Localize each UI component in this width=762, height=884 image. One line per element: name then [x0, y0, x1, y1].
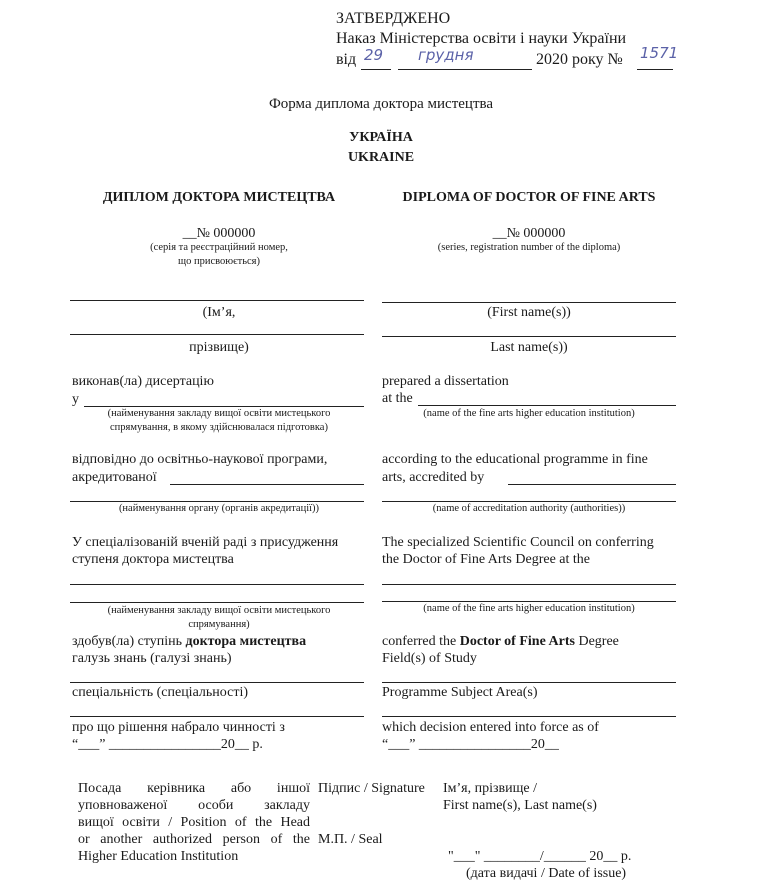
left-at: у [72, 392, 79, 407]
right-dissertation: prepared a dissertation [382, 374, 509, 389]
approval-date-suffix: 2020 року № [536, 51, 623, 68]
left-number: __№ 000000 [182, 226, 256, 241]
left-decision-date: “___” ________________20__ р. [72, 737, 263, 752]
right-degree-suffix: Degree [574, 634, 619, 649]
footer-position-4: or another authorized person of the [78, 832, 310, 847]
right-surname-label: Last name(s)) [490, 340, 568, 355]
right-degree-prefix: conferred the [382, 634, 460, 649]
right-degree [382, 634, 619, 650]
right-field: Field(s) of Study [382, 651, 477, 666]
left-council-note-1: (найменування закладу вищої освіти мистецького [107, 605, 331, 616]
right-accred-note: (name of accreditation authority (authorities)) [432, 503, 626, 514]
right-inst-note: (name of the fine arts higher education institution) [423, 408, 635, 419]
footer-issue-date: "___" ________/______ 20__ р. [448, 849, 632, 864]
right-number: __№ 000000 [492, 226, 566, 241]
country-ua: УКРАЇНА [349, 130, 413, 145]
left-council-note-2: спрямування) [188, 619, 250, 630]
left-dissertation: виконав(ла) дисертацію [72, 374, 214, 389]
footer-name-2: First name(s), Last name(s) [443, 798, 597, 813]
right-programme-2: arts, accredited by [382, 470, 485, 485]
footer-position-2: уповноваженої особи закладу [78, 798, 310, 813]
right-specialty: Programme Subject Area(s) [382, 685, 538, 700]
country-en: UKRAINE [347, 150, 415, 165]
footer-position-5: Higher Education Institution [78, 849, 239, 864]
footer-position-1: Посада керівника або іншої [78, 781, 310, 796]
left-council-1: У спеціалізованій вченій раді з присудження [72, 535, 339, 550]
approval-order-line: Наказ Міністерства освіти і науки України [336, 30, 627, 47]
left-degree [72, 634, 306, 650]
footer-signature: Підпис / Signature [318, 781, 425, 796]
left-council-2: ступеня доктора мистецтва [72, 552, 234, 567]
right-programme-1: according to the educational programme in fine [382, 452, 648, 467]
footer-issue-note: (дата видачі / Date of issue) [466, 866, 627, 881]
left-inst-note-2: спрямування, в якому здійснювалася підготовка) [110, 422, 328, 433]
approval-date-prefix: від [336, 51, 357, 68]
right-degree-bold: Doctor of Fine Arts [459, 634, 575, 649]
footer-seal: М.П. / Seal [318, 832, 383, 847]
left-accred-note: (найменування органу (органів акредитації)) [118, 503, 320, 514]
right-at: at the [382, 391, 413, 406]
right-name-label: (First name(s)) [487, 305, 571, 320]
right-council-2: the Doctor of Fine Arts Degree at the [382, 552, 590, 567]
approval-title: ЗАТВЕРДЖЕНО [336, 10, 451, 27]
approval-month-handwritten: грудня [418, 46, 474, 64]
left-decision: про що рішення набрало чинності з [72, 720, 285, 735]
right-number-note: (series, registration number of the diploma) [437, 242, 621, 253]
left-name-label: (Ім’я, [202, 305, 236, 320]
left-degree-bold: доктора мистецтва [185, 634, 307, 649]
right-council-1: The specialized Scientific Council on conferring [382, 535, 654, 550]
left-heading: ДИПЛОМ ДОКТОРА МИСТЕЦТВА [102, 190, 336, 205]
left-programme-2: акредитованої [72, 470, 157, 485]
left-specialty: спеціальність (спеціальності) [72, 685, 249, 700]
left-number-note-1: (серія та реєстраційний номер, [150, 242, 288, 253]
footer-name-1: Ім’я, прізвище / [443, 781, 538, 796]
left-surname-label: прізвище) [189, 340, 249, 355]
right-decision: which decision entered into force as of [382, 720, 599, 735]
approval-day-handwritten: 29 [364, 46, 384, 64]
left-field: галузь знань (галузі знань) [72, 651, 232, 666]
left-inst-note-1: (найменування закладу вищої освіти мистецького [107, 408, 331, 419]
footer-position-3: вищої освіти / Position of the Head [78, 815, 310, 830]
form-title: Форма диплома доктора мистецтва [268, 96, 494, 112]
left-degree-prefix: здобув(ла) ступінь [72, 634, 186, 649]
right-council-note: (name of the fine arts higher education institution) [423, 603, 635, 614]
left-programme-1: відповідно до освітньо-наукової програми, [72, 452, 328, 467]
left-number-note-2: що присвоюється) [178, 256, 260, 267]
right-heading: DIPLOMA OF DOCTOR OF FINE ARTS [402, 190, 656, 205]
right-decision-date: “___” ________________20__ [382, 737, 559, 752]
approval-number-handwritten: 1571 [640, 44, 679, 62]
